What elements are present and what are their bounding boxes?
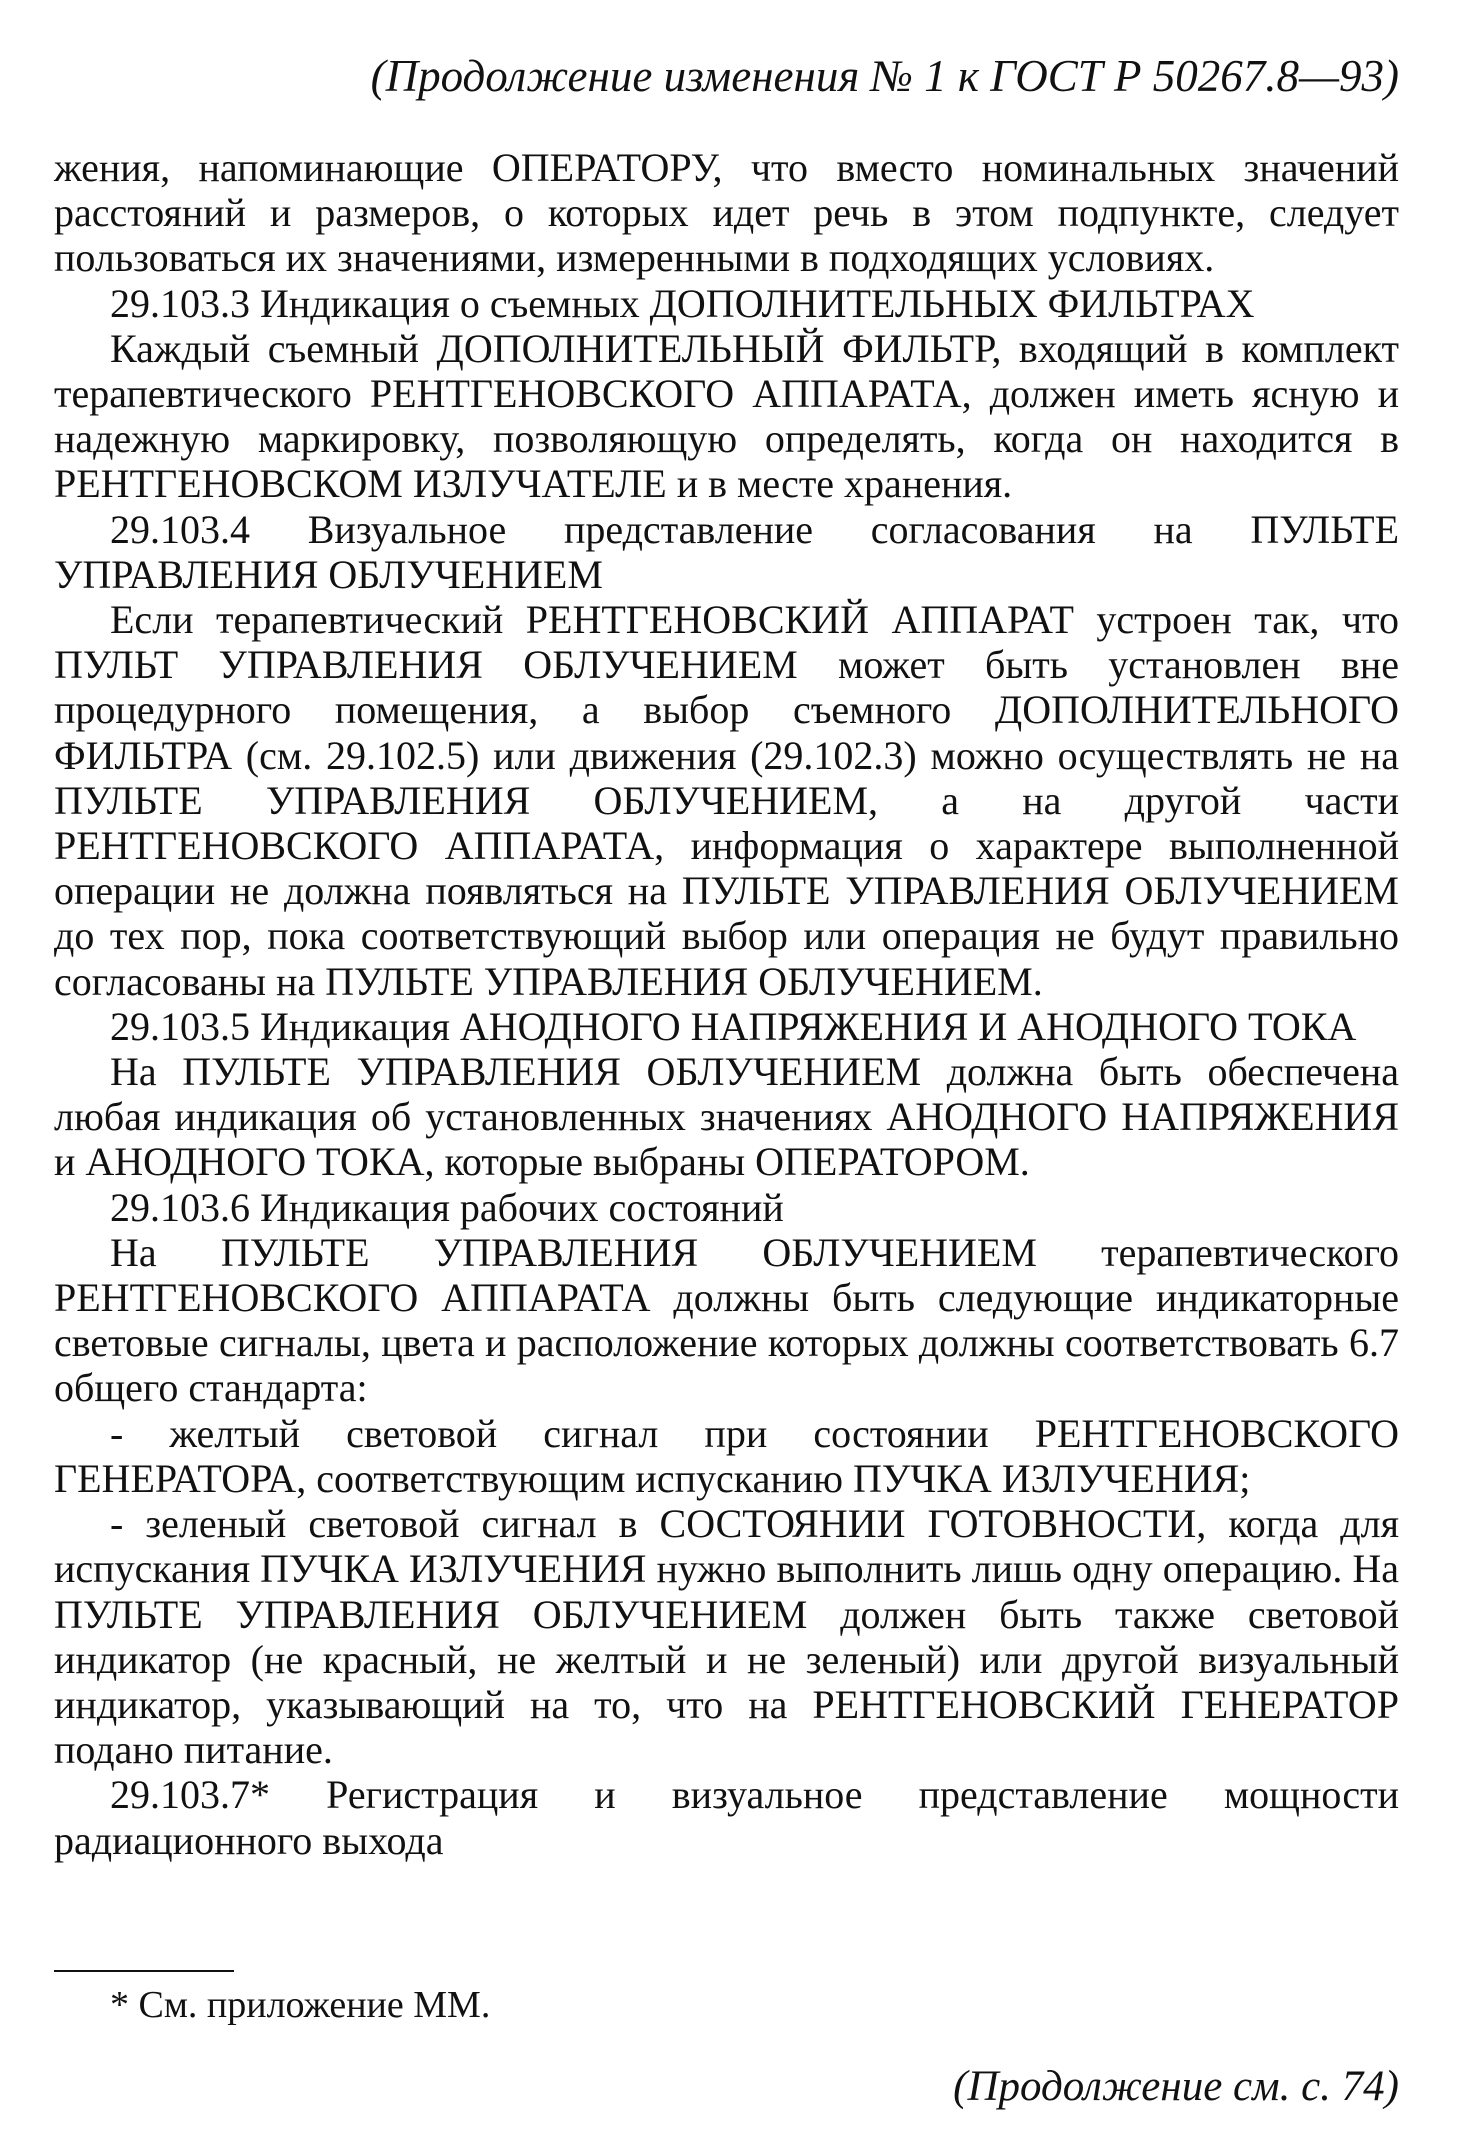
- paragraph-control-panel-coordination: Если терапевтический РЕНТГЕНОВСКИЙ АППАРАТ устроен так, что ПУЛЬТ УПРАВЛЕНИЯ ОБЛУЧЕНИЕМ может быть установлен вне процедурного помещения, а выбор съемного ДОПОЛНИТЕЛЬНОГО ФИЛЬТРА (см. 29.102.5) или движения (29.102.3) можно осуществлять не на ПУЛЬТЕ УПРАВЛЕНИЯ ОБЛУЧЕНИЕМ, а на другой части РЕНТГЕНОВСКОГО АППАРАТА, информация о характере выполненной операции не должна появляться на ПУЛЬТЕ УПРАВЛЕНИЯ ОБЛУЧЕНИЕМ до тех пор, пока соответствующий выбор или операция не будут правильно согласованы на ПУЛЬТЕ УПРАВЛЕНИЯ ОБЛУЧЕНИЕМ.: [54, 597, 1399, 1004]
- list-item-green-signal: - зеленый световой сигнал в СОСТОЯНИИ ГОТОВНОСТИ, когда для испускания ПУЧКА ИЗЛУЧЕНИЯ нужно выполнить лишь одну операцию. На ПУЛЬТЕ УПРАВЛЕНИЯ ОБЛУЧЕНИЕМ должен быть также световой индикатор (не красный, не желтый и не зеленый) или другой визуальный индикатор, указывающий на то, что на РЕНТГЕНОВСКИЙ ГЕНЕРАТОР подано питание.: [54, 1501, 1399, 1773]
- paragraph-working-states: На ПУЛЬТЕ УПРАВЛЕНИЯ ОБЛУЧЕНИЕМ терапевтического РЕНТГЕНОВСКОГО АППАРАТА должны быть следующие индикаторные световые сигналы, цвета и расположение которых должны соответствовать 6.7 общего стандарта:: [54, 1229, 1399, 1411]
- paragraph-anode-indication: На ПУЛЬТЕ УПРАВЛЕНИЯ ОБЛУЧЕНИЕМ должна быть обеспечена любая индикация об установленных значениях АНОДНОГО НАПРЯЖЕНИЯ и АНОДНОГО ТОКА, которые выбраны ОПЕРАТОРОМ.: [54, 1049, 1399, 1185]
- section-heading-29-103-3: 29.103.3 Индикация о съемных ДОПОЛНИТЕЛЬНЫХ ФИЛЬТРАХ: [110, 280, 1255, 326]
- paragraph-filter-marking: Каждый съемный ДОПОЛНИТЕЛЬНЫЙ ФИЛЬТР, входящий в комплект терапевтического РЕНТГЕНОВСКОГО АППАРАТА, должен иметь ясную и надежную маркировку, позволяющую определять, когда он находится в РЕНТГЕНОВСКОМ ИЗЛУЧАТЕЛЕ и в месте хранения.: [54, 325, 1399, 507]
- continuation-note: (Продолжение см. с. 74): [953, 2063, 1399, 2110]
- section-heading-29-103-7: 29.103.7* Регистрация и визуальное представление мощности радиационного выхода: [54, 1772, 1399, 1863]
- document-page: [54, 0, 1399, 2136]
- footnote-divider: [54, 1970, 234, 1972]
- list-item-yellow-signal: - желтый световой сигнал при состоянии РЕНТГЕНОВСКОГО ГЕНЕРАТОРА, соответствующим испусканию ПУЧКА ИЗЛУЧЕНИЯ;: [54, 1410, 1399, 1501]
- section-heading-29-103-4: 29.103.4 Визуальное представление согласования на ПУЛЬТЕ УПРАВЛЕНИЯ ОБЛУЧЕНИЕМ: [54, 506, 1399, 597]
- section-heading-29-103-6: 29.103.6 Индикация рабочих состояний: [110, 1184, 784, 1230]
- document-body: [54, 145, 1399, 1863]
- section-heading-29-103-5: 29.103.5 Индикация АНОДНОГО НАПРЯЖЕНИЯ И АНОДНОГО ТОКА: [110, 1003, 1357, 1049]
- paragraph-continuation: жения, напоминающие ОПЕРАТОРУ, что вместо номинальных значений расстояний и размеров, о которых идет речь в этом подпункте, следует пользоваться их значениями, измеренными в подходящих условиях.: [54, 145, 1399, 281]
- page-header: (Продолжение изменения № 1 к ГОСТ Р 50267.8—93): [370, 51, 1399, 101]
- footnote: * См. приложение ММ.: [110, 1984, 491, 2026]
